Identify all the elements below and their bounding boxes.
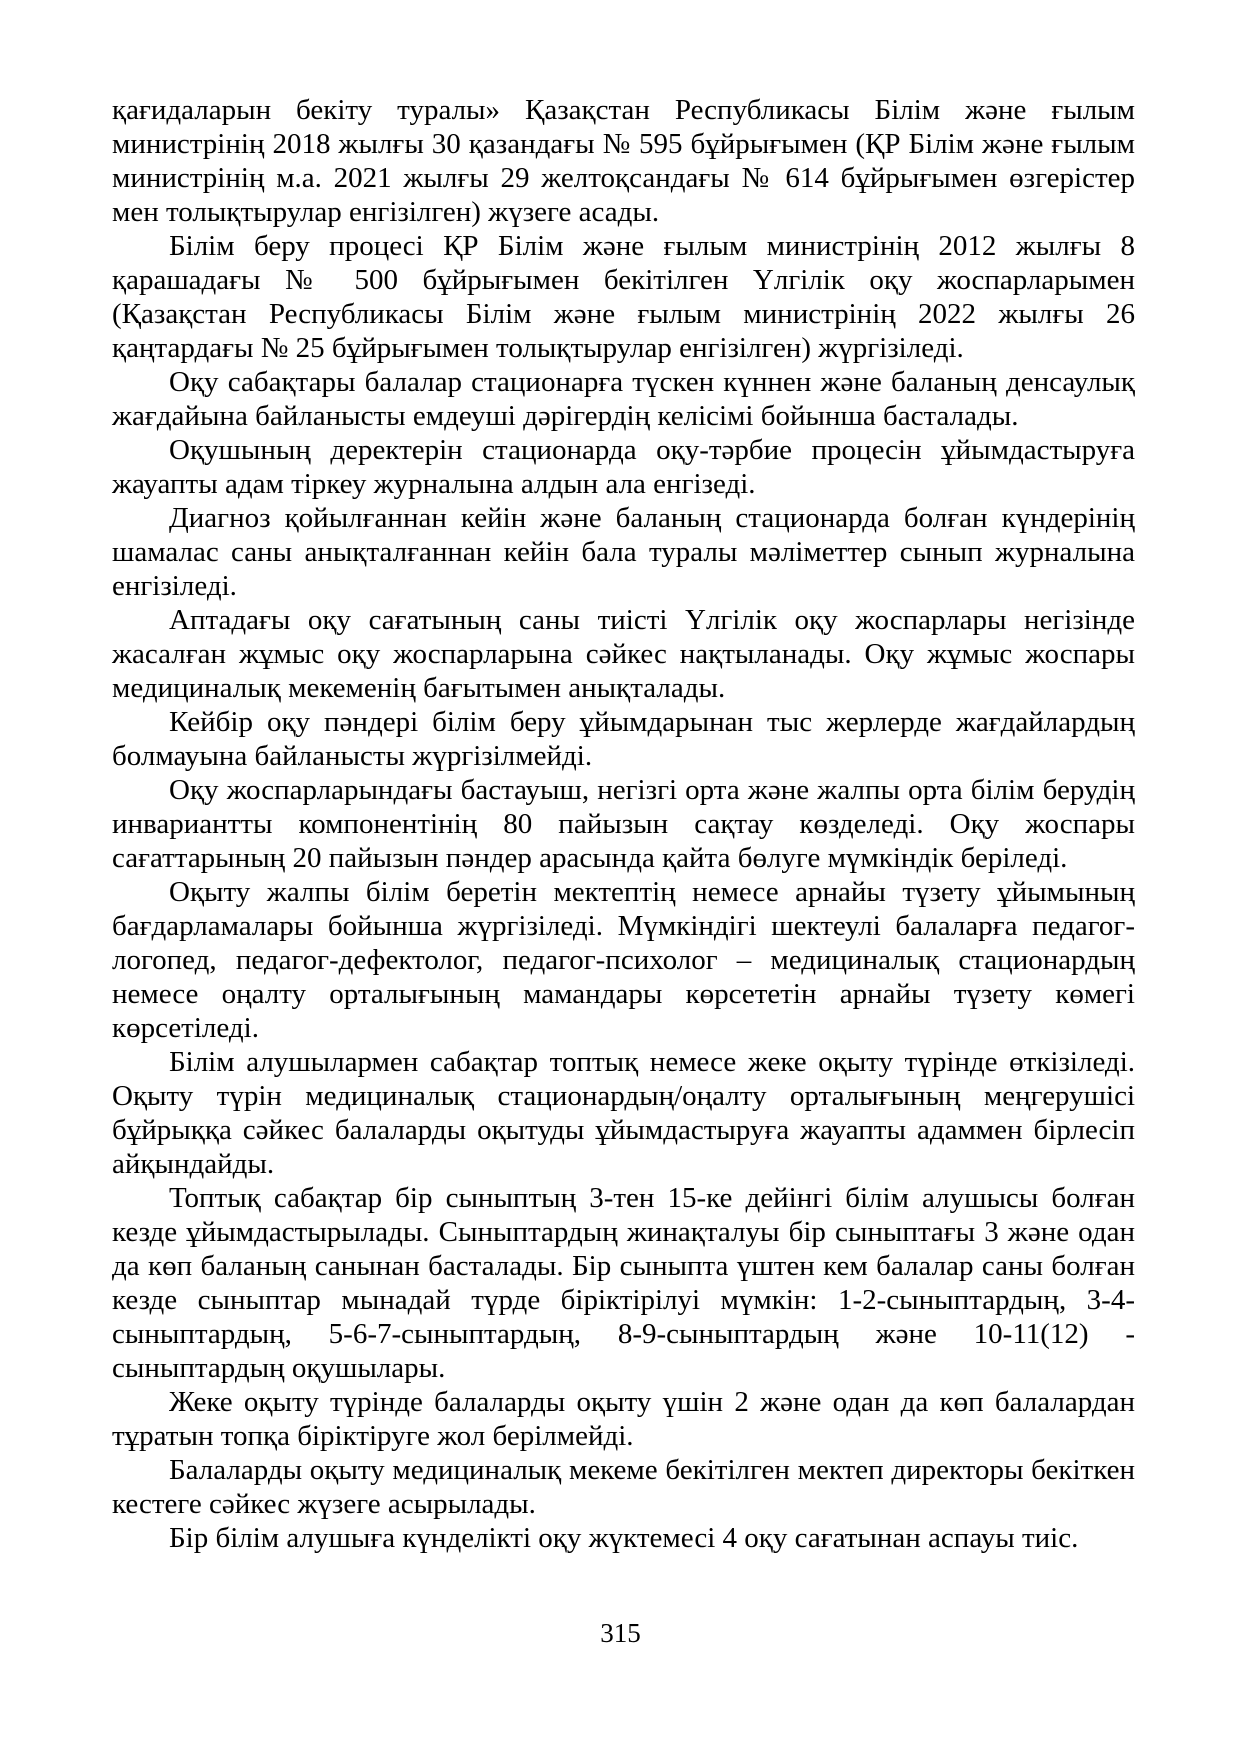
paragraph: Білім алушылармен сабақтар топтық немесе жеке оқыту түрінде өткізіледі. Оқыту түрін медициналық стационардың/оңалту орталығының меңгерушісі бұйрыққа сәйкес балаларды оқытуды ұйымдастыруға жауапты адаммен бірлесіп айқындайды. bbox=[112, 1046, 1135, 1180]
paragraph: Оқушының деректерін стационарда оқу-тәрбие процесін ұйымдастыруға жауапты адам тіркеу журналына алдын ала енгізеді. bbox=[112, 434, 1135, 500]
paragraph: Кейбір оқу пәндері білім беру ұйымдарынан тыс жерлерде жағдайлардың болмауына байланысты жүргізілмейді. bbox=[112, 706, 1135, 772]
paragraph: Диагноз қойылғаннан кейін және баланың стационарда болған күндерінің шамалас саны анықталғаннан кейін бала туралы мәліметтер сынып журналына енгізіледі. bbox=[112, 502, 1135, 602]
page-footer bbox=[0, 1616, 1241, 1650]
paragraph: Жеке оқыту түрінде балаларды оқыту үшін 2 және одан да көп балалардан тұратын топқа біріктіруге жол берілмейді. bbox=[112, 1386, 1135, 1452]
paragraph: Бір білім алушыға күнделікті оқу жүктемесі 4 оқу сағатынан аспауы тиіс. bbox=[169, 1522, 1079, 1554]
paragraph: Оқу сабақтары балалар стационарға түскен күннен және баланың денсаулық жағдайына байланысты емдеуші дәрігердің келісімі бойынша басталады. bbox=[112, 366, 1135, 432]
paragraph: Балаларды оқыту медициналық мекеме бекітілген мектеп директоры бекіткен кестеге сәйкес жүзеге асырылады. bbox=[112, 1454, 1135, 1520]
paragraph: Аптадағы оқу сағатының саны тиісті Үлгілік оқу жоспарлары негізінде жасалған жұмыс оқу жоспарларына сәйкес нақтыланады. Оқу жұмыс жоспары медициналық мекеменің бағытымен анықталады. bbox=[112, 604, 1135, 704]
paragraph: Оқыту жалпы білім беретін мектептің немесе арнайы түзету ұйымының бағдарламалары бойынша жүргізіледі. Мүмкіндігі шектеулі балаларға педагог-логопед, педагог-дефектолог, педагог-психолог – медициналық стационардың немесе оңалту орталығының мамандары көрсететін арнайы түзету көмегі көрсетіледі. bbox=[112, 876, 1135, 1044]
page-number: 315 bbox=[600, 1618, 641, 1648]
document-body bbox=[112, 93, 1135, 1555]
paragraph: Білім беру процесі ҚР Білім және ғылым министрінің 2012 жылғы 8 қарашадағы № 500 бұйрығымен бекітілген Үлгілік оқу жоспарларымен (Қазақстан Республикасы Білім және ғылым министрінің 2022 жылғы 26 қаңтардағы № 25 бұйрығымен толықтырулар енгізілген) жүргізіледі. bbox=[112, 230, 1135, 364]
paragraph: қағидаларын бекіту туралы» Қазақстан Республикасы Білім және ғылым министрінің 2018 жылғы 30 қазандағы № 595 бұйрығымен (ҚР Білім және ғылым министрінің м.а. 2021 жылғы 29 желтоқсандағы № 614 бұйрығымен өзгерістер мен толықтырулар енгізілген) жүзеге асады. bbox=[112, 94, 1135, 228]
paragraph: Топтық сабақтар бір сыныптың 3-тен 15-ке дейінгі білім алушысы болған кезде ұйымдастырылады. Сыныптардың жинақталуы бір сыныптағы 3 және одан да көп баланың санынан басталады. Бір сыныпта үштен кем балалар саны болған кезде сыныптар мынадай түрде біріктірілуі мүмкін: 1-2-сыныптардың, 3-4-сыныптардың, 5-6-7-сыныптардың, 8-9-сыныптардың және 10-11(12) - сыныптардың оқушылары. bbox=[112, 1182, 1135, 1384]
paragraph: Оқу жоспарларындағы бастауыш, негізгі орта және жалпы орта білім берудің инвариантты компонентінің 80 пайызын сақтау көзделеді. Оқу жоспары сағаттарының 20 пайызын пәндер арасында қайта бөлуге мүмкіндік беріледі. bbox=[112, 774, 1135, 874]
